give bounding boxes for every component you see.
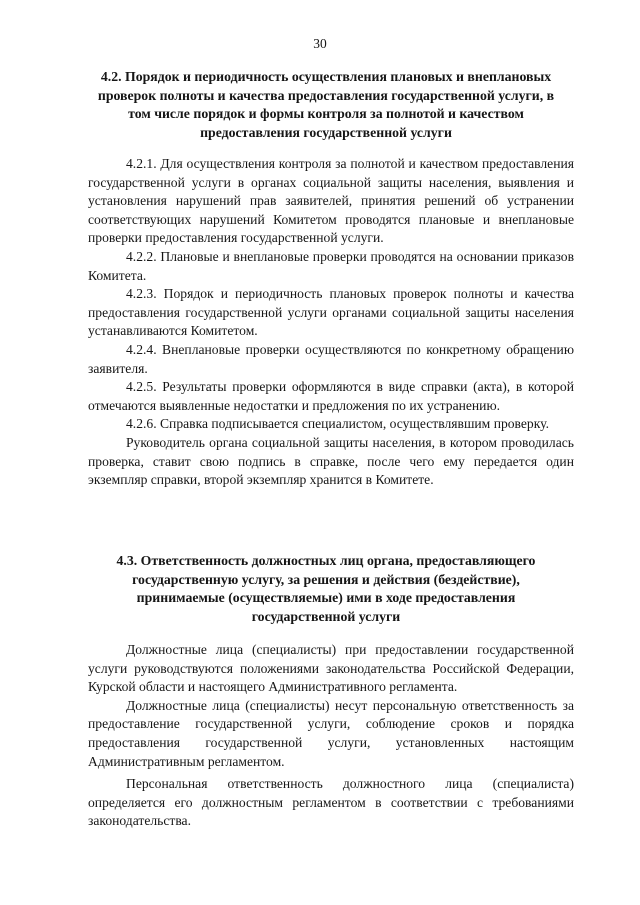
paragraph-4-3-guidance: Должностные лица (специалисты) при предоставлении государственной услуги руководствуются положениями законодательства Российской Федерации, Курской области и настоящего Административного регламента. (88, 642, 574, 695)
paragraph-4-2-3: 4.2.3. Порядок и периодичность плановых проверок полноты и качества предоставления государственной услуги органами социальной защиты населения устанавливаются Комитетом. (88, 286, 574, 339)
paragraph-4-2-6: 4.2.6. Справка подписывается специалистом, осуществлявшим проверку. (126, 416, 549, 432)
section-4-2-heading: 4.2. Порядок и периодичность осуществления плановых и внеплановых проверок полноты и качества предоставления государственной услуги, в том числе порядок и формы контроля за полнотой и качеством предоставления государственной услуги (97, 69, 555, 140)
paragraph-4-2-1: 4.2.1. Для осуществления контроля за полнотой и качеством предоставления государственной услуги в органах социальной защиты населения, выявления и установления нарушений прав заявителей, принятия решений об устранении соответствующих нарушений Комитетом проводятся плановые и внеплановые проверки предоставления государственной услуги. (88, 156, 574, 246)
section-4-3-heading: 4.3. Ответственность должностных лиц органа, предоставляющего государственную услугу, за решения и действия (бездействие), принимаемые (осуществляемые) ими в ходе предоставления государственной услуги (116, 553, 536, 624)
page-number: 30 (313, 36, 327, 51)
paragraph-4-2-4: 4.2.4. Внеплановые проверки осуществляются по конкретному обращению заявителя. (88, 341, 574, 376)
paragraph-4-3-personal: Персональная ответственность должностного лица (специалиста) определяется его должностным регламентом в соответствии с требованиями законодательства. (88, 776, 574, 829)
section-4-3-body (88, 641, 574, 831)
paragraph-4-2-2: 4.2.2. Плановые и внеплановые проверки проводятся на основании приказов Комитета. (88, 248, 574, 283)
section-4-2-body (88, 155, 574, 490)
paragraph-4-2-head-signature: Руководитель органа социальной защиты населения, в котором проводилась проверка, ставит свою подпись в справке, после чего ему передается один экземпляр справки, второй экземпляр хранится в Комитете. (88, 434, 574, 488)
paragraph-4-3-responsibility: Должностные лица (специалисты) несут персональную ответственность за предоставление государственной услуги, соблюдение сроков и порядка предоставления государственной услуги, установленных настоящим Административным регламентом. (88, 697, 574, 769)
paragraph-4-2-5: 4.2.5. Результаты проверки оформляются в виде справки (акта), в которой отмечаются выявленные недостатки и предложения по их устранению. (88, 379, 574, 413)
